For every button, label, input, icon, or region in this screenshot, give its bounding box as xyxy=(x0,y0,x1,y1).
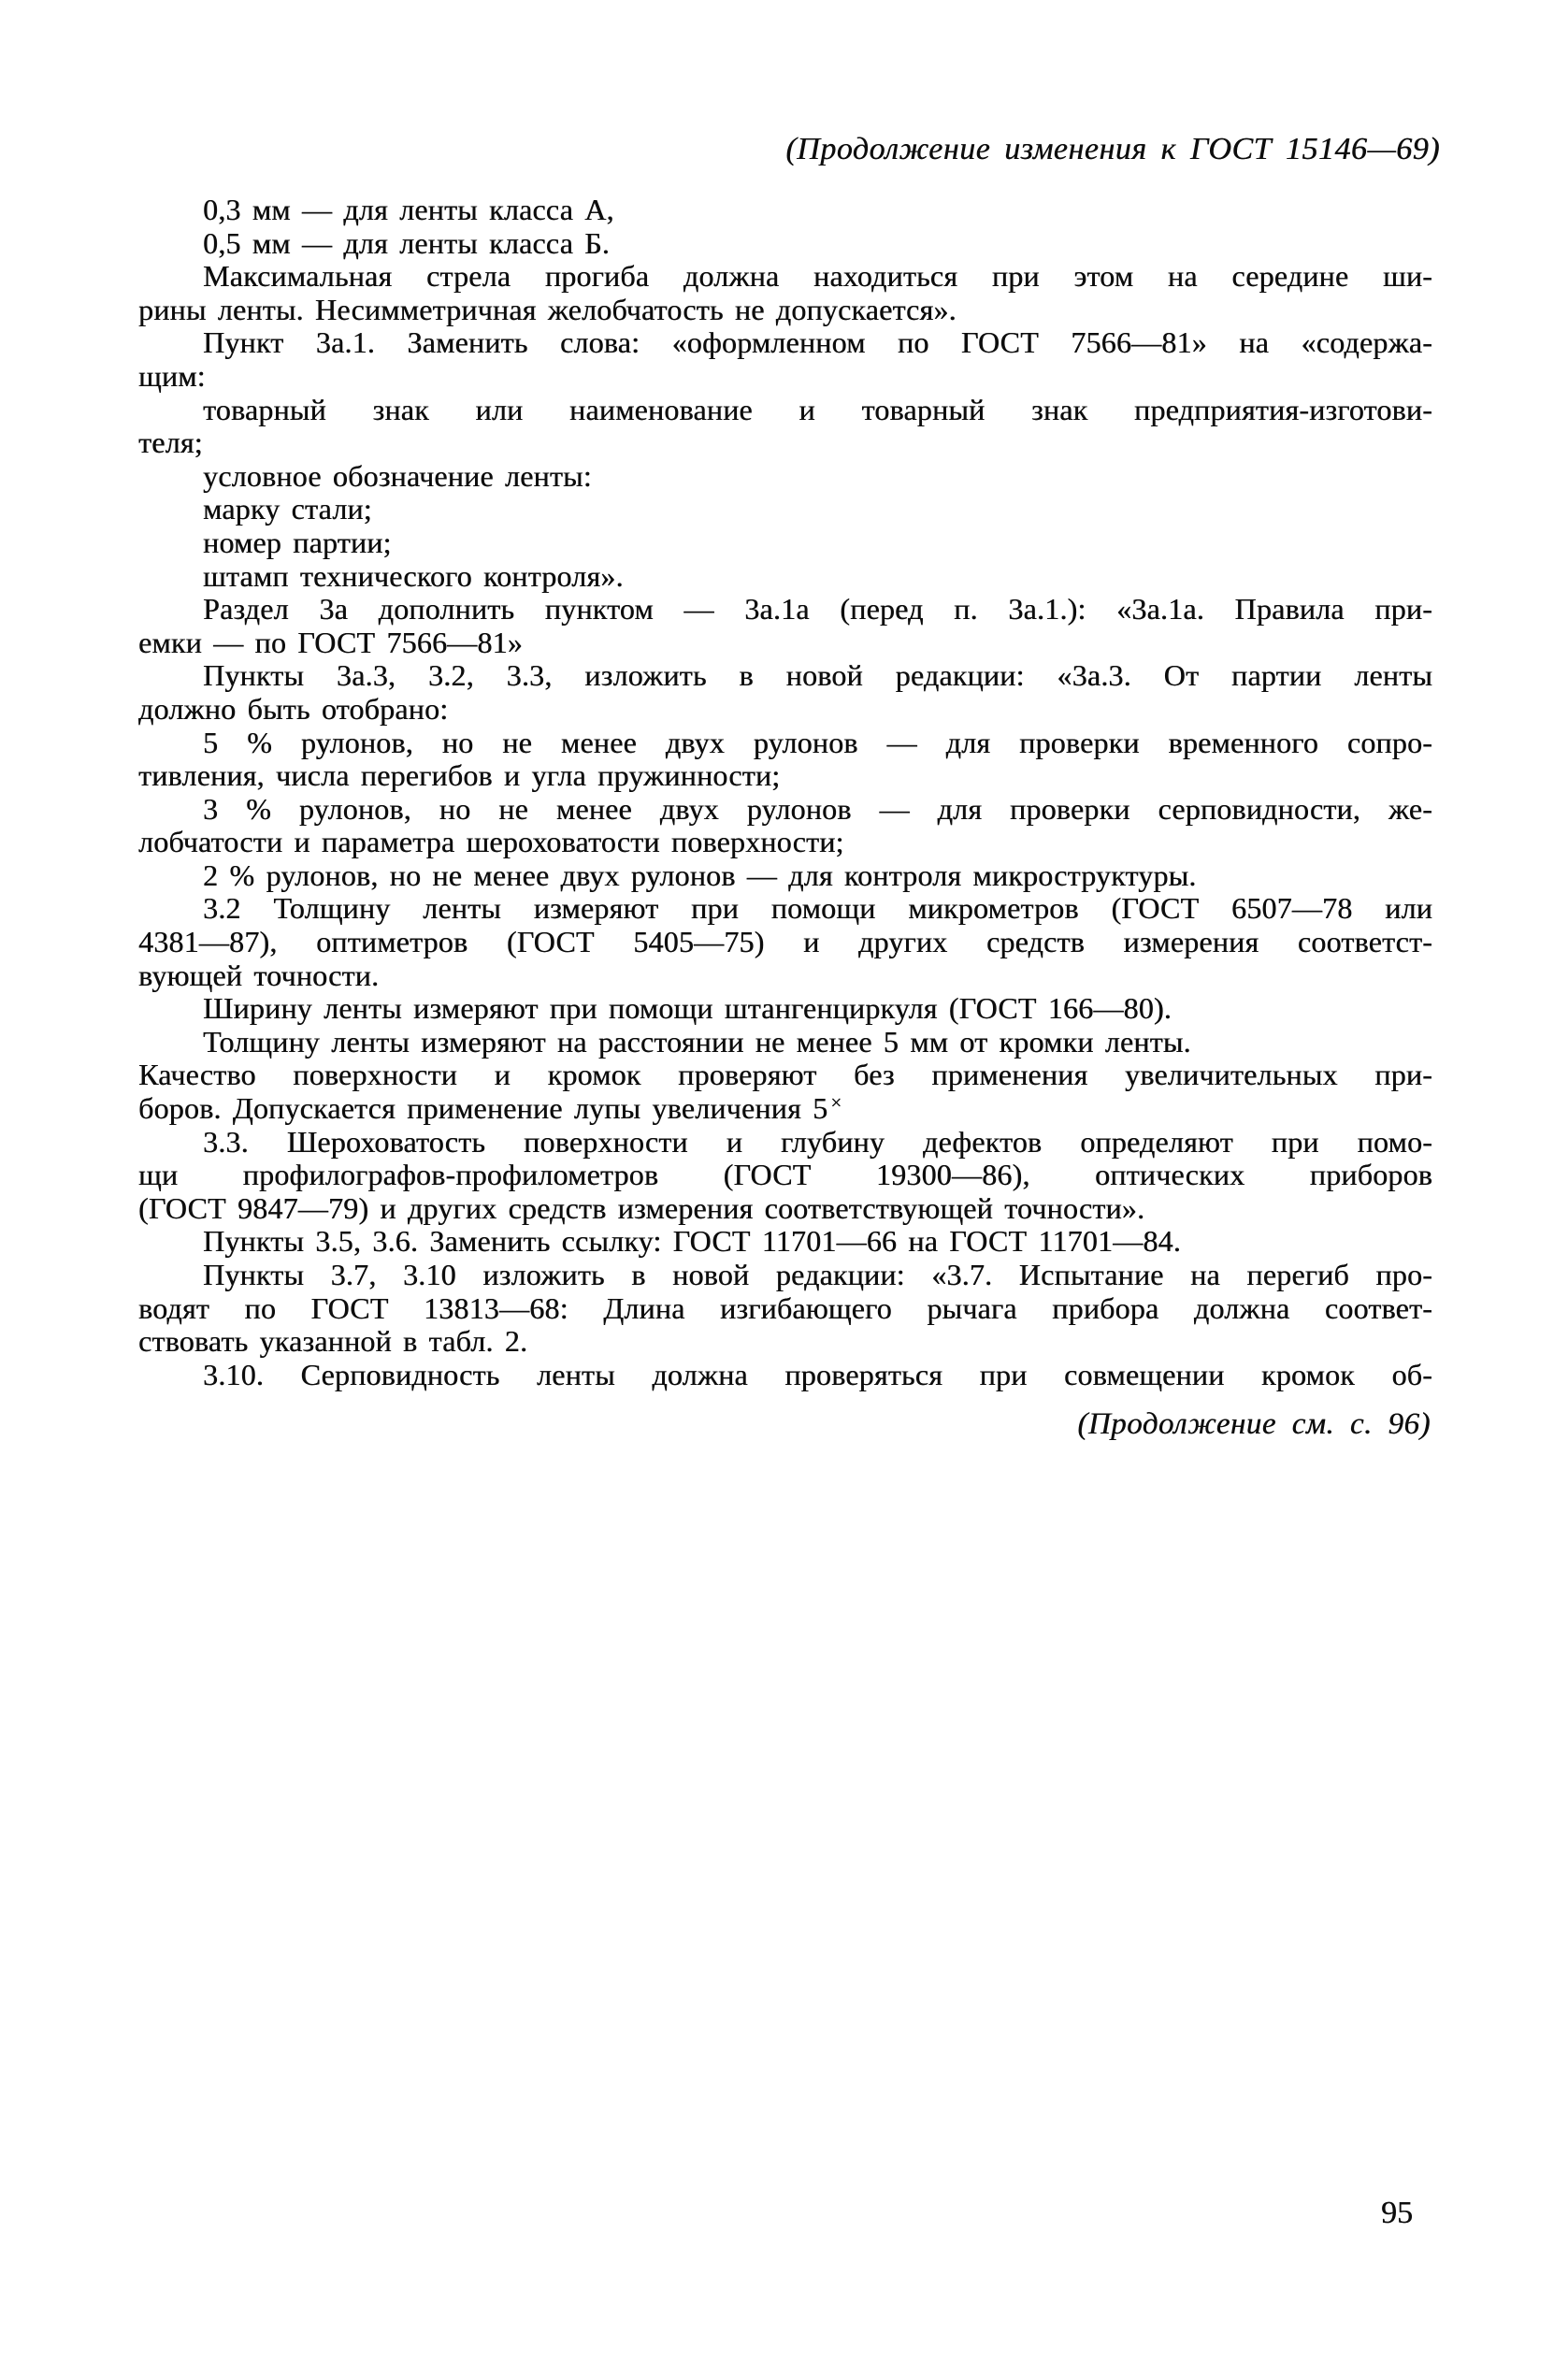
superscript-mark: × xyxy=(830,1091,842,1115)
text-line: 3.2 Толщину ленты измеряют при помощи микрометров (ГОСТ 6507—78 или xyxy=(203,891,1432,926)
text-line: Пункты 3.7, 3.10 изложить в новой редакции: «3.7. Испытание на перегиб про- xyxy=(203,1258,1432,1291)
text-line: 0,5 мм — для ленты класса Б. xyxy=(203,225,610,260)
text-line: водят по ГОСТ 13813—68: Длина изгибающего рычага прибора должна соответ- xyxy=(138,1290,1432,1325)
text-line: емки — по ГОСТ 7566—81» xyxy=(138,625,523,659)
text-line: номер партии; xyxy=(203,525,392,559)
text-line: 3.3. Шероховатость поверхности и глубину дефектов определяют при помо- xyxy=(203,1124,1432,1159)
text-line: 3 % рулонов, но не менее двух рулонов — для проверки серповидности, же- xyxy=(203,791,1432,826)
text-line: Пункты 3.5, 3.6. Заменить ссылку: ГОСТ 11701—66 на ГОСТ 11701—84. xyxy=(203,1224,1181,1259)
text-line: 4381—87), оптиметров (ГОСТ 5405—75) и других средств измерения соответст- xyxy=(138,925,1432,959)
text-line: Максимальная стрела прогиба должна находиться при этом на середине ши- xyxy=(203,259,1432,294)
text-line: Раздел 3а дополнить пунктом — 3а.1а (перед п. 3а.1.): «3а.1а. Правила при- xyxy=(203,592,1432,627)
text-line: Пункты 3а.3, 3.2, 3.3, изложить в новой редакции: «3а.3. От партии ленты xyxy=(203,658,1432,693)
text-line: (ГОСТ 9847—79) и других средств измерения соответствующей точности». xyxy=(138,1190,1145,1225)
text-line: 3.10. Серповидность ленты должна проверяться при совмещении кромок об- xyxy=(203,1357,1432,1391)
document-body xyxy=(138,194,1432,1391)
text-line: Пункт 3а.1. Заменить слова: «оформленном по ГОСТ 7566—81» на «содержа- xyxy=(203,325,1432,360)
text-line: 5 % рулонов, но не менее двух рулонов — для проверки временного сопро- xyxy=(203,725,1432,759)
text-line: 2 % рулонов, но не менее двух рулонов — для контроля микроструктуры. xyxy=(203,857,1197,892)
text-line: тивления, числа перегибов и угла пружинности; xyxy=(138,758,781,793)
text-line: вующей точности. xyxy=(138,958,380,992)
text-line: щим: xyxy=(138,358,206,393)
text-line: щи профилографов-профилометров (ГОСТ 19300—86), оптических приборов xyxy=(138,1158,1432,1192)
text-line: ствовать указанной в табл. 2. xyxy=(138,1324,528,1359)
text-line: Ширину ленты измеряют при помощи штангенциркуля (ГОСТ 166—80). xyxy=(203,991,1172,1026)
text-line: боров. Допускается применение лупы увеличения 5 × xyxy=(138,1091,842,1126)
text-line: товарный знак или наименование и товарный знак предприятия-изготови- xyxy=(203,392,1432,426)
page-number: 95 xyxy=(1381,2196,1413,2230)
text-line: рины ленты. Несимметричная желобчатость не допускается». xyxy=(138,292,957,326)
text-line: марку стали; xyxy=(203,492,372,526)
text-line: 0,3 мм — для ленты класса А, xyxy=(203,193,614,226)
text-line: теля; xyxy=(138,425,203,460)
text-line: Качество поверхности и кромок проверяют без применения увеличительных при- xyxy=(138,1058,1432,1092)
text-line: должно быть отобрано: xyxy=(138,691,449,726)
text-line: лобчатости и параметра шероховатости поверхности; xyxy=(138,825,844,859)
continuation-header: (Продолжение изменения к ГОСТ 15146—69) xyxy=(785,132,1440,166)
text-line: штамп технического контроля». xyxy=(203,558,624,593)
text-line: Толщину ленты измеряют на расстоянии не менее 5 мм от кромки ленты. xyxy=(203,1024,1191,1059)
text-line: условное обозначение ленты: xyxy=(203,458,592,493)
continuation-footer: (Продолжение см. с. 96) xyxy=(1077,1407,1431,1441)
